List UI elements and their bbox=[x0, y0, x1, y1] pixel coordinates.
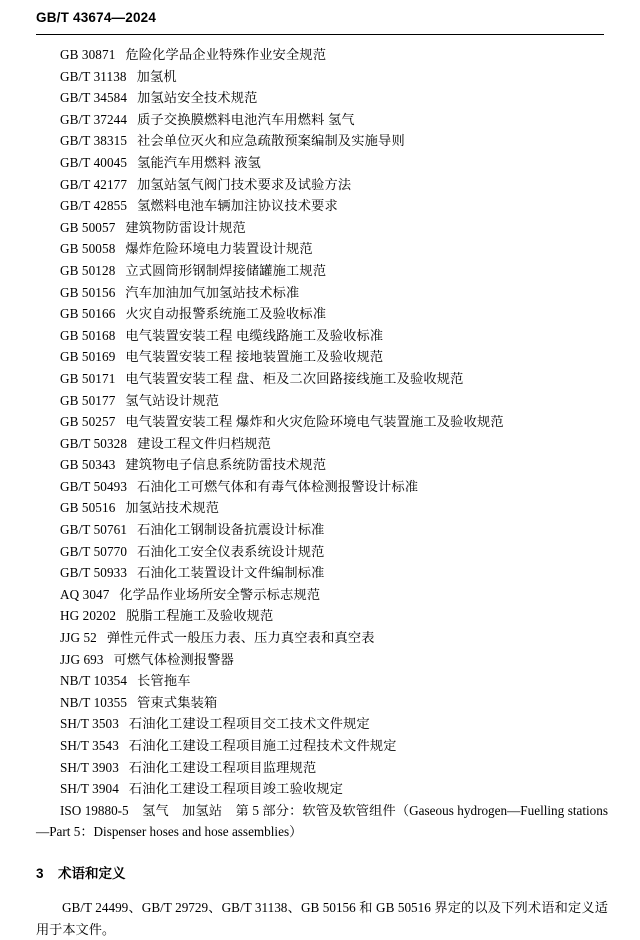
reference-item bbox=[36, 670, 608, 692]
reference-title: 石油化工建设工程项目监理规范 bbox=[128, 759, 317, 775]
reference-item bbox=[36, 497, 608, 519]
reference-item bbox=[36, 735, 608, 757]
reference-code: SH/T 3903 bbox=[60, 759, 119, 775]
reference-item bbox=[36, 433, 608, 455]
reference-code: GB/T 50761 bbox=[60, 522, 128, 538]
reference-title: 电气装置安装工程 接地装置施工及验收规范 bbox=[125, 349, 384, 365]
reference-title: 可燃气体检测报警器 bbox=[113, 651, 235, 667]
reference-item bbox=[36, 454, 608, 476]
reference-item bbox=[36, 152, 608, 174]
reference-title: 汽车加油加气加氢站技术标准 bbox=[125, 284, 300, 300]
reference-title: 石油化工建设工程项目施工过程技术文件规定 bbox=[128, 738, 397, 753]
reference-code: GB/T 42855 bbox=[60, 198, 128, 214]
reference-title: 石油化工可燃气体和有毒气体检测报警设计标准 bbox=[137, 478, 419, 494]
reference-code: GB/T 50770 bbox=[60, 543, 128, 559]
reference-item bbox=[36, 541, 608, 563]
reference-item bbox=[36, 303, 608, 325]
reference-title: 电气装置安装工程 电缆线路施工及验收标准 bbox=[125, 327, 384, 343]
reference-title: 电气装置安装工程 爆炸和火灾危险环境电气装置施工及验收规范 bbox=[125, 414, 504, 430]
reference-item bbox=[36, 44, 608, 66]
reference-title: 立式圆筒形钢制焊接储罐施工规范 bbox=[125, 262, 327, 278]
reference-item bbox=[36, 692, 608, 714]
reference-code: JJG 52 bbox=[60, 630, 97, 646]
reference-code: GB 50169 bbox=[60, 349, 116, 365]
reference-code: GB/T 38315 bbox=[60, 133, 128, 149]
reference-code: GB 50166 bbox=[60, 306, 116, 322]
reference-code: GB 50177 bbox=[60, 392, 116, 408]
reference-title: 管束式集装箱 bbox=[137, 694, 218, 710]
header-divider-line bbox=[36, 34, 604, 35]
reference-code: GB 50516 bbox=[60, 500, 116, 516]
reference-item bbox=[36, 605, 608, 627]
reference-code: GB 50128 bbox=[60, 262, 116, 278]
reference-item bbox=[36, 411, 608, 433]
reference-item bbox=[36, 87, 608, 109]
reference-title: 氢气站设计规范 bbox=[125, 392, 220, 408]
reference-title: 长管拖车 bbox=[137, 673, 191, 689]
reference-item bbox=[36, 109, 608, 131]
reference-code: GB/T 31138 bbox=[60, 68, 127, 84]
reference-item bbox=[36, 584, 608, 606]
page-content bbox=[36, 44, 608, 940]
reference-title: 氢能汽车用燃料 液氢 bbox=[137, 154, 262, 170]
reference-title: 建设工程文件归档规范 bbox=[137, 435, 271, 451]
reference-item bbox=[36, 130, 608, 152]
reference-item bbox=[36, 519, 608, 541]
section-title: 术语和定义 bbox=[58, 865, 126, 881]
reference-title: 电气装置安装工程 盘、柜及二次回路接线施工及验收规范 bbox=[125, 370, 464, 386]
reference-code: HG 20202 bbox=[60, 608, 117, 624]
reference-title: 加氢站安全技术规范 bbox=[137, 90, 258, 106]
reference-title: 建筑物防雷设计规范 bbox=[125, 219, 246, 235]
reference-code: GB/T 40045 bbox=[60, 154, 128, 170]
reference-code: JJG 693 bbox=[60, 651, 104, 667]
reference-code: GB/T 50933 bbox=[60, 565, 128, 581]
reference-code: GB/T 50493 bbox=[60, 478, 128, 494]
reference-item bbox=[36, 757, 608, 779]
section-paragraph: GB/T 24499、GB/T 29729、GB/T 31138、GB 50156 和 GB 50516 界定的以及下列术语和定义适用于本文件。 bbox=[36, 899, 608, 937]
reference-title: 石油化工钢制设备抗震设计标准 bbox=[137, 522, 325, 538]
reference-code: NB/T 10354 bbox=[60, 673, 128, 689]
reference-code: GB/T 37244 bbox=[60, 111, 128, 127]
reference-code: AQ 3047 bbox=[60, 586, 110, 602]
reference-item bbox=[36, 476, 608, 498]
reference-title: 氢燃料电池车辆加注协议技术要求 bbox=[137, 198, 338, 214]
reference-item-iso bbox=[36, 800, 608, 843]
reference-title: 火灾自动报警系统施工及验收标准 bbox=[125, 306, 327, 322]
reference-title: 加氢站技术规范 bbox=[125, 500, 220, 516]
reference-code: GB 50156 bbox=[60, 284, 116, 300]
reference-item bbox=[36, 346, 608, 368]
reference-title: 加氢机 bbox=[136, 68, 177, 84]
reference-item bbox=[36, 195, 608, 217]
reference-item bbox=[36, 325, 608, 347]
reference-code: GB/T 34584 bbox=[60, 90, 128, 106]
reference-title: 质子交换膜燃料电池汽车用燃料 氢气 bbox=[137, 111, 355, 127]
reference-item bbox=[36, 217, 608, 239]
reference-code: GB 50171 bbox=[60, 370, 116, 386]
reference-code: SH/T 3904 bbox=[60, 781, 119, 797]
reference-item bbox=[36, 238, 608, 260]
reference-code: GB 50343 bbox=[60, 457, 116, 473]
section-heading-terms bbox=[36, 863, 608, 885]
reference-item bbox=[36, 174, 608, 196]
reference-title: 爆炸危险环境电力装置设计规范 bbox=[125, 241, 313, 257]
reference-item bbox=[36, 713, 608, 735]
section-number: 3 bbox=[36, 865, 44, 881]
normative-references-list bbox=[36, 44, 608, 800]
reference-code: GB/T 42177 bbox=[60, 176, 128, 192]
reference-item bbox=[36, 66, 608, 88]
reference-item bbox=[36, 390, 608, 412]
reference-title: 脱脂工程施工及验收规范 bbox=[126, 608, 274, 624]
reference-code: GB/T 50328 bbox=[60, 435, 128, 451]
reference-item bbox=[36, 562, 608, 584]
reference-code: NB/T 10355 bbox=[60, 694, 128, 710]
reference-item bbox=[36, 778, 608, 800]
reference-code: GB 50057 bbox=[60, 219, 116, 235]
reference-item bbox=[36, 627, 608, 649]
reference-title: 化学品作业场所安全警示标志规范 bbox=[119, 586, 321, 602]
reference-code: GB 50257 bbox=[60, 414, 116, 430]
page-header-standard-number: GB/T 43674—2024 bbox=[36, 10, 157, 25]
reference-title: 危险化学品企业特殊作业安全规范 bbox=[125, 47, 327, 62]
reference-code: SH/T 3543 bbox=[60, 738, 119, 753]
reference-title: 社会单位灭火和应急疏散预案编制及实施导则 bbox=[137, 133, 405, 149]
reference-item bbox=[36, 282, 608, 304]
reference-title: 石油化工安全仪表系统设计规范 bbox=[137, 543, 325, 559]
reference-item bbox=[36, 260, 608, 282]
reference-title: 弹性元件式一般压力表、压力真空表和真空表 bbox=[106, 630, 375, 646]
reference-code: GB 30871 bbox=[60, 47, 116, 62]
reference-iso-text: ISO 19880-5 氢气 加氢站 第 5 部分：软管及软管组件（Gaseous hydrogen—Fuelling stations—Part 5：Dispenser hoses and hose assemblies） bbox=[36, 802, 608, 840]
reference-item bbox=[36, 649, 608, 671]
reference-code: SH/T 3503 bbox=[60, 716, 119, 732]
reference-title: 石油化工装置设计文件编制标准 bbox=[137, 565, 325, 581]
reference-title: 建筑物电子信息系统防雷技术规范 bbox=[125, 457, 327, 473]
reference-code: GB 50168 bbox=[60, 327, 116, 343]
reference-code: GB 50058 bbox=[60, 241, 116, 257]
reference-title: 石油化工建设工程项目交工技术文件规定 bbox=[128, 716, 370, 732]
reference-title: 石油化工建设工程项目竣工验收规定 bbox=[128, 781, 344, 797]
reference-item bbox=[36, 368, 608, 390]
reference-title: 加氢站氢气阀门技术要求及试验方法 bbox=[137, 176, 352, 192]
